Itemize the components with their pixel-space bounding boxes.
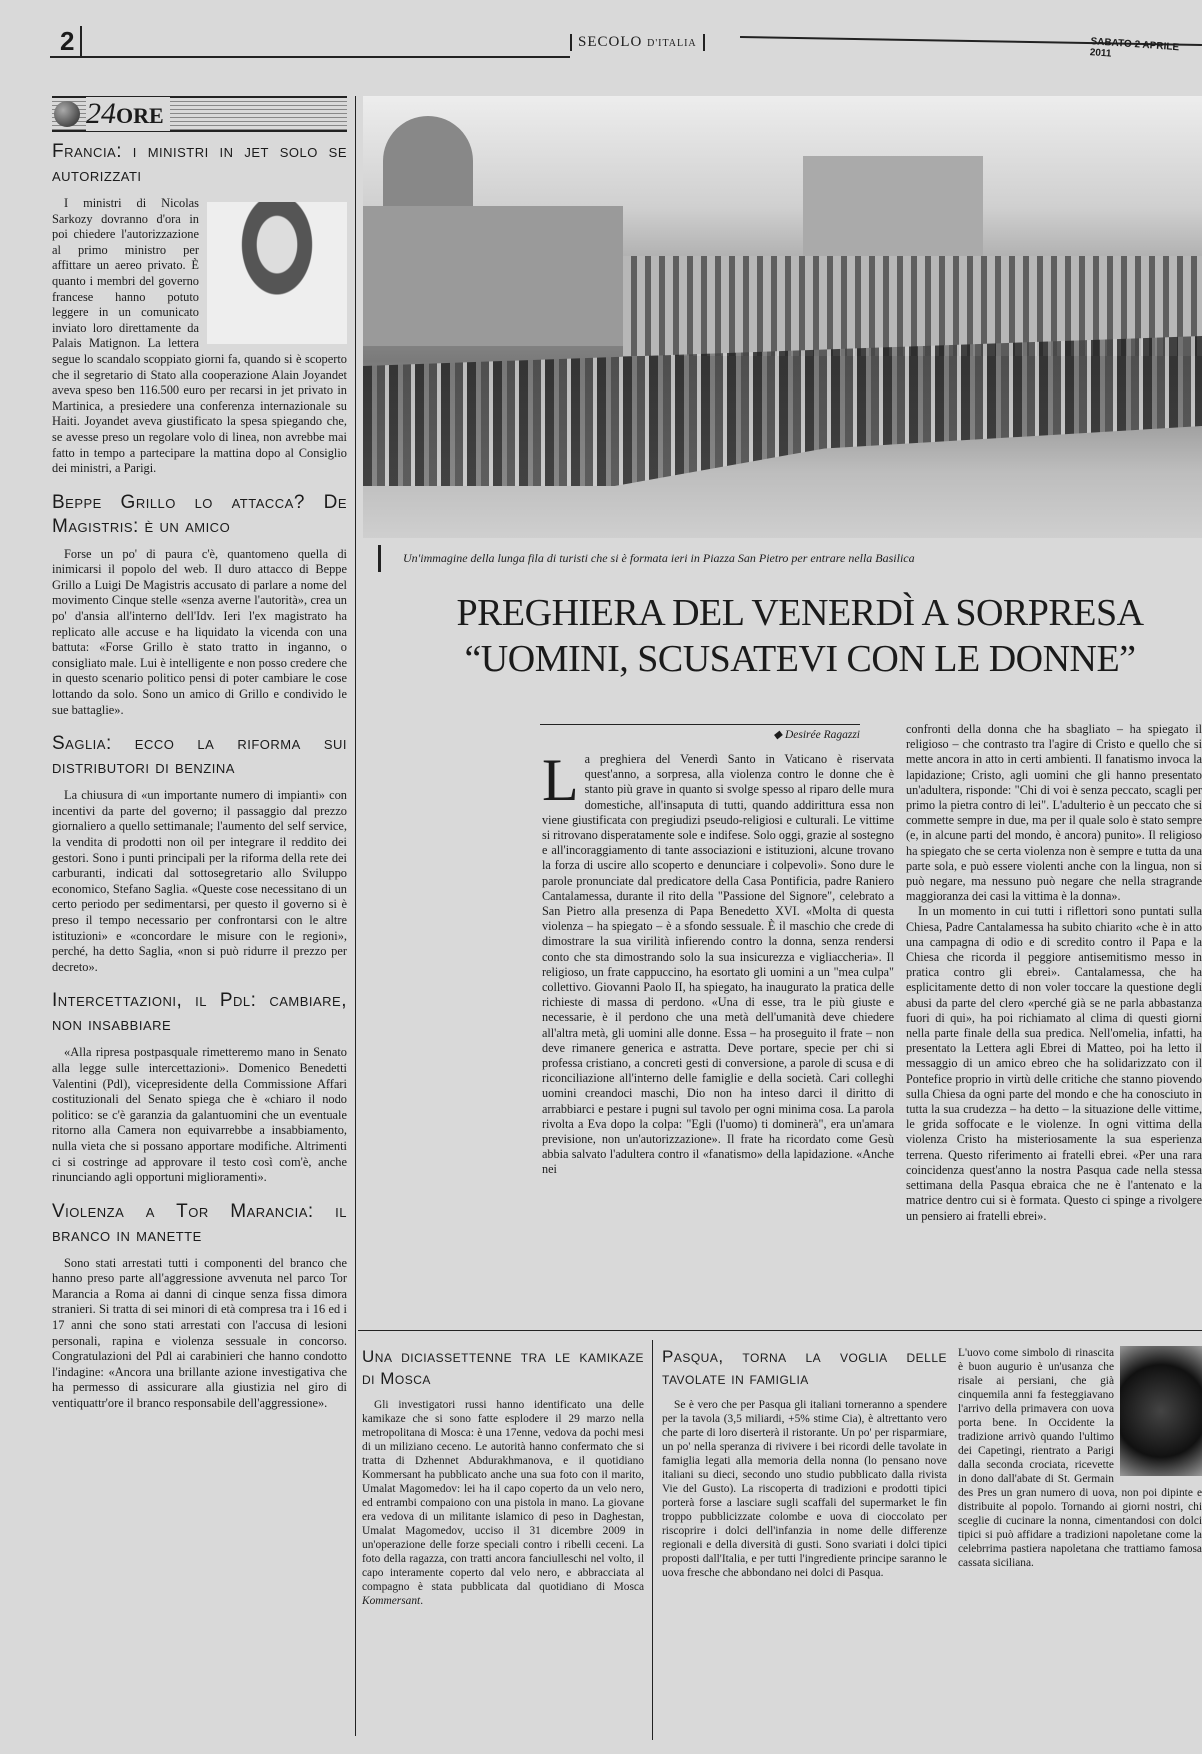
newspaper-name: Kommersant (362, 1595, 421, 1607)
masthead (570, 34, 705, 51)
bottom-article-pasqua-continued (958, 1346, 1202, 1570)
masthead-subtitle: D'ITALIA (647, 38, 697, 49)
drop-cap: L (542, 747, 579, 813)
section-logo (86, 97, 170, 131)
bottom-article-pasqua (662, 1340, 947, 1580)
main-headline (385, 590, 1202, 682)
body-text-end: . (420, 1595, 424, 1607)
photo-sarkozy (207, 202, 347, 344)
left-news-column (52, 134, 347, 1412)
column-divider (652, 1340, 653, 1740)
apostolic-palace (803, 156, 983, 266)
body-text-main: Gli investigatori russi hanno identificato una delle kamikaze che si sono fatte esplodere il 29 marzo nella metropolitana di Mosca: è una 17enne, vedova da pochi mesi di un miliziano ceceno. Le autorità hanno confermato che si tratta di Dzhennet Abdurakhmanova, e il quotidiano Kommersant ha pubblicato anche una sua foto con il marito, Umalat Magomedov: lei ha il capo coperto da un velo nero, ed entrambi compaiono con una pistola in mano. La giovane era vedova di un militante islamico di peso in Daghestan, Umalat Magomedov, ucciso il 31 dicembre 2009 in un'operazione delle forze speciali contro i ribelli ceceni. La foto della ragazza, con tratti ancora fanciulleschi nel volto, il capo interamente coperto dal velo nero, e abbracciata al compagno è stata pubblicata dal quotidiano di Mosca (362, 1399, 644, 1593)
headline-line-1: PREGHIERA DEL VENERDÌ A SORPRESA (456, 592, 1144, 634)
photo-easter-dessert (1120, 1346, 1202, 1476)
logo-word: ORE (116, 103, 164, 128)
headline: Una diciassettenne tra le kamikaze di Mosca (362, 1347, 644, 1388)
headline: Beppe Grillo lo attacca? De Magistris: è un amico (52, 491, 347, 537)
header-rule-left (50, 56, 570, 58)
bottom-article-kamikaze (362, 1340, 644, 1608)
body-text: Sono stati arrestati tutti i componenti del branco che hanno preso parte all'aggressione avvenuta nel parco Tor Marancia a Roma ai danni di cinque senza fissa dimora stranieri. Si tratta di sei minori di età compresa tra i 16 ed i 17 anni che sono stati arrestati con l'accusa di lesioni personali, rapina e violenza sessuale in concorso. Congratulazioni del Pdl ai carabinieri che hanno condotto l'indagine: «Ancora una brillante azione investigativa che ha permesso di assicurare alla giustizia nel giro di ventiquattr'ore il branco responsabile dell'aggressione». (52, 1255, 347, 1411)
body-text: a preghiera del Venerdì Santo in Vaticano è riservata quest'anno, a sorpresa, alla violenza contro le donne che è stanto più grave in quanto si svolge spesso al riparo delle mura domestiche, all'insaputa di tutti, quando addirittura essa non viene giustificata con pregiudizi pseudo-religiosi e culturali. Le vittime si ritrovano disperatamente sole e indifese. Solo oggi, grazie al sostegno e all'incoraggiamento di tante associazioni e istituzioni, alcune trovano la forza di uscire allo scoperto e denunciare i colpevoli». Sono dure le parole pronunciate dal predicatore della Casa Pontificia, padre Raniero Cantalamessa, durante il rito della "Passione del Signore", celebrato a San Pietro alla presenza di Papa Benedetto XVI. «Molta di questa violenza – ha spiegato – è a sfondo sessuale. È il maschio che crede di dimostrare la sua virilità infierendo contro la donna, senza rendersi conto che sta dimostrando solo la sua insicurezza e vigliaccheria». Il religioso, un frate cappuccino, ha esortato gli uomini a un "mea culpa" collettivo. Giovanni Paolo II, ha spiegato, ha inaugurato la pratica delle richieste di massa di perdono. «Una di esse, tra le più giuste e necessarie, è il perdono che una metà dell'umanità deve chiedere all'altra metà, gli uomini alle donne. Essa – ha proseguito il frate – non deve rimanere generica e astratta. Deve portare, specie per chi si professa cristiano, a concreti gesti di conversione, a parole di scusa e di riconciliazione all'interno delle famiglie e della società. Cari colleghi uomini creandoci maschi, Dio non ha inteso darci il diritto di arrabbiarci e pestare i pugni sul tavolo per ogni minima cosa. La parola rivolta a Eva dopo la colpa: "Egli (l'uomo) ti dominerà", era un'amara previsione, non un'autorizzazione». Il frate ha ricordato come Gesù abbia salvato l'adultera contro il «fanatismo» della lapidazione. «Anche nei (542, 752, 894, 1177)
logo-number: 24 (86, 97, 116, 130)
headline: Violenza a Tor Marancia: il branco in manette (52, 1200, 347, 1246)
body-text: L'uovo come simbolo di rinascita è buon augurio è un'usanza che risale ai persiani, che già cinquemila anni fa festeggiavano l'arrivo della primavera con uova porta bene. In Occidente la tradizione arrivò quando l'ultimo dei Capetingi, rientrato a Parigi dalla seconda crociata, ricevette in dono dall'abate di St. Germain des Pres un gran numero di uova, non poi dipinte e distribuite al popolo. Tornando ai giorni nostri, chi sceglie di cucinare la nonna, cimentandosi con dolci tipici si può affidare a tradizioni napoletane come la celebrrima pastiera napoletana che trattiamo famosa cassata siciliana. (958, 1347, 1202, 1569)
section-divider (358, 1330, 1202, 1331)
news-item-grillo (52, 491, 347, 719)
photo-piazza-san-pietro (363, 96, 1202, 538)
tourist-queue (363, 336, 1202, 486)
news-item-intercettazioni (52, 989, 347, 1185)
masthead-title: SECOLO (578, 34, 643, 50)
body-text (362, 1398, 644, 1608)
headline: Saglia: ecco la riforma sui distributori di benzina (52, 733, 347, 779)
body-text: Forse un po' di paura c'è, quantomeno quella di inimicarsi il popolo del web. Il duro attacco di Beppe Grillo a Luigi De Magistris accusato di parlare a nome del movimento Cinque stelle «senza averne l'autorità», crea un po' d'ansia all'interno dell'Idv. Ieri l'ex magistrato ha replicato alle accuse e ha liquidato la vicenda con una battuta: «Forse Grillo è stato tratto in inganno, o consigliato male. Lui è intelligente e non posso credere che in questo scenario politico pensi di poter cambiare le cose lottando da solo. Sono un amico di Grillo e condivido le sue battaglie». (52, 546, 347, 717)
news-item-tor-marancia (52, 1200, 347, 1412)
globe-icon (54, 101, 80, 127)
headline: Francia: i ministri in jet solo se autorizzati (52, 141, 347, 186)
body-text: I ministri di Nicolas Sarkozy dovranno d'ora in poi chiedere l'autorizzazione al primo ministro per affittare un aereo privato. È quanto i membri del governo francese hanno potuto leggere in un comunicato inviato loro direttamente da Palais Matignon. La lettera segue lo scandalo scoppiato giorni fa, quando si è scoperto che il segretario di Stato alla cooperazione Alain Joyandet aveva speso ben 116.500 euro per recarsi in jet privato in Martinica, a presiedere una conferenza internazionale su Haiti. Joyandet aveva giustificato la spesa spiegando che, se avesse preso un regolare volo di linea, non avrebbe mai fatto in tempo a partecipare la mattina dopo al Consiglio dei ministri, a Parigi. (52, 196, 347, 476)
page-number: 2 (56, 26, 82, 58)
headline-line-2: “UOMINI, SCUSATEVI CON LE DONNE” (464, 638, 1136, 680)
body-text: La chiusura di «un importante numero di impianti» con incentivi da parte del governo; il passaggio dal prezzo giornaliero a quello settimanale; l'aumento del self service, la vendita di prodotti non oil per integrare il reddito dei gestori. Sono i punti principali per la riforma della rete dei carburanti, indicati dal sottosegretario allo Sviluppo economico, Stefano Saglia. «Queste cose necessitano di un certo periodo per sedimentarsi, per questo il governo si è preso il tempo necessario per confrontarsi con le altre istituzioni» e «concordare le misure con le regioni», perché, ha detto Saglia, «non si può ridurre il prezzo per decreto». (52, 788, 347, 974)
headline: Pasqua, torna la voglia delle tavolate in famiglia (662, 1347, 947, 1388)
news-item-saglia (52, 732, 347, 975)
basilica-dome (383, 116, 473, 206)
column-divider (355, 96, 356, 1736)
body-text: confronti della donna che ha sbagliato – ha spiegato il religioso – che contrasto tra l'agire di Cristo e quello che si mette ancora in atto in certi ambienti. Il fanatismo invoca la lapidazione; Cristo, agli uomini che gli hanno presentato un'adultera, risponde: "Chi di voi è senza peccato, scagli per primo la pietra contro di lei". L'adulterio è un peccato che si commette sempre in due, ma per il quale solo è stato sempre (e, in alcune parti del mondo, è ancora) punito». Il religioso ha spiegato che se certa violenza non è sempre e tutta da una parte sola, e può essere violenti anche con la lingua, non si può negare, ma nessuno può negare che nella stragrande maggioranza dei casi la vittima è la donna». (906, 722, 1202, 904)
photo-caption: Un'immagine della lunga fila di turisti che si è formata ieri in Piazza San Pietro per entrare nella Basilica (378, 545, 915, 572)
body-text: «Alla ripresa postpasquale rimetteremo mano in Senato alla legge sulle intercettazioni». Domenico Benedetti Valentini (Pdl), vicepresidente della Commissione Affari costituzionali del Senato spiega che è «chiaro il nodo politico: se c'è garanzia da galantuomini che un eventuale ritorno alla Camera non equivarrebbe a insabbiamento, nulla vieta che si possano apportare modifiche. Altrimenti ci si costringe ad approvare il testo così com'è, anche rinunciando agli opportuni miglioramenti». (52, 1045, 347, 1185)
news-item-francia (52, 140, 347, 477)
body-text: In un momento in cui tutti i riflettori sono puntati sulla Chiesa, Padre Cantalamessa ha subito chiarito «che è in atto una campagna di odio e di scredito contro il Papa e la Chiesa che ricorda il peggiore antisemitismo messo in pratica contro gli ebrei». Cantalamessa, che ha esplicitamente detto di non voler toccare la questione degli abusi da parte del clero «perché già se ne parla abbastanza fuori di qui», ha poi richiamato al clima di questi giorni nella parte finale della sua predica. Nell'omelia, infatti, ha presentato la Lettera agli Ebrei di Matteo, poi ha letto il messaggio di un amico ebreo che ha solidarizzato con il Pontefice proprio in virtù delle critiche che stanno piovendo sulla Chiesa da ogni parte del mondo e che ha conosciuto in tutta la sua crudezza – ha detto – la situazione delle vittime, le grida soffocate e le violenze. In ogni vittima della violenza Cristo ha misteriosamente la sua esperienza terrena. Questo riferimento ai fratelli ebrei. «Per una rara coincidenza quest'anno la nostra Pasqua cade nella stessa settimana della Pasqua ebraica che ne è l'antenato e la matrice dentro cui si è formata. Questo ci spinge a rivolgere un pensiero ai fratelli ebrei». (906, 904, 1202, 1223)
main-article-column-2 (906, 722, 1202, 1224)
issue-date: SABATO 2 APRILE 2011 (1089, 36, 1180, 60)
byline: ◆ Desirée Ragazzi (540, 724, 860, 741)
headline: Intercettazioni, il Pdl: cambiare, non insabbiare (52, 990, 347, 1036)
main-article-column-1 (542, 747, 894, 1178)
basilica-facade (363, 206, 623, 346)
section-brand-24ore (52, 96, 347, 132)
body-text: Se è vero che per Pasqua gli italiani torneranno a spendere per la tavola (3,5 miliardi, +5% stime Cia), è altrettanto vero che parte di loro diserterà il ristorante. Un po' per risparmiare, un po' nella speranza di rivivere i bei ricordi delle tavolate in famiglia legati alla memoria della nonna (lo pensano nove italiani su dieci, secondo uno studio pubblicato dalla rivista Vie del Gusto). La riscoperta di tradizioni e prodotti tipici porterà forse a lasciare sugli scaffali del supermarket le fin troppo pubblicizzate colombe e uova di cioccolato per riscoprire i dolci dell'infanzia in nome delle differenze regionali e della diversità di gusti. Sono svariati i dolci tipici proposti dall'Italia, e per tutti l'ingrediente principe saranno le uova fresche che abbondano nei dolci di Pasqua. (662, 1399, 947, 1579)
